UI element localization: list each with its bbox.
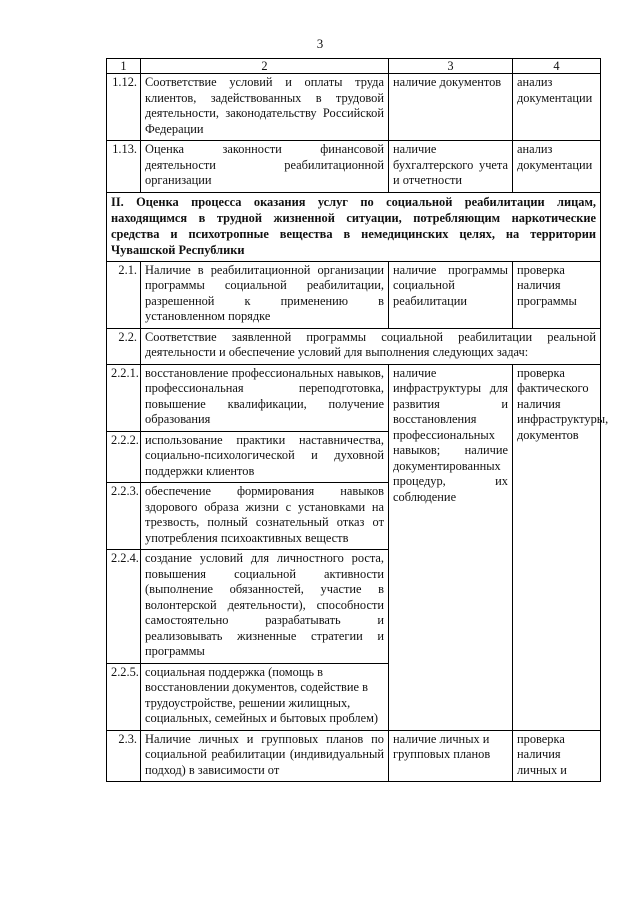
table-row [107, 328, 601, 364]
criterion-text: создание условий для личностного роста, повышения социальной активности (выполнение обязанностей, участие в волонтерской деятельности), способности самостоятельно разрабатывать и реализовывать жизненные стратегии и программы [141, 550, 389, 664]
table-row [107, 141, 601, 193]
method-text: проверка фактического наличия инфраструктуры, документов [513, 364, 601, 730]
item-number: 2.2.2. [107, 431, 141, 483]
column-number-row [107, 59, 601, 74]
column-number: 1 [107, 59, 141, 74]
item-number: 2.2.1. [107, 364, 141, 431]
item-number: 2.1. [107, 261, 141, 328]
table-row [107, 730, 601, 782]
table-row [107, 74, 601, 141]
section-heading: II. Оценка процесса оказания услуг по социальной реабилитации лицам, находящимся в трудной жизненной ситуации, потребляющим наркотические средства и психотропные вещества в немедицинских целях, на территории Чувашской Республики [107, 192, 601, 261]
table-row [107, 364, 601, 431]
column-number: 3 [389, 59, 513, 74]
criterion-text: восстановление профессиональных навыков, профессиональная переподготовка, повышение квалификации, получение образования [141, 364, 389, 431]
criterion-text: Наличие в реабилитационной организации программы социальной реабилитации, разрешенной к применению в установленном порядке [141, 261, 389, 328]
criterion-text: социальная поддержка (помощь в восстановлении документов, содействие в трудоустройстве, решении жилищных, социальных, семейных и бытовых проблем) [141, 663, 389, 730]
section-heading-row [107, 192, 601, 261]
criterion-text: использование практики наставничества, социально-психологической и духовной поддержки клиентов [141, 431, 389, 483]
criterion-text: Соответствие условий и оплаты труда клиентов, задействованных в трудовой деятельности, законодательству Российской Федерации [141, 74, 389, 141]
item-number: 2.2.5. [107, 663, 141, 730]
indicator-text: наличие личных и групповых планов [389, 730, 513, 782]
item-number: 2.2. [107, 328, 141, 364]
column-number: 4 [513, 59, 601, 74]
method-text: проверка наличия программы [513, 261, 601, 328]
item-number: 2.2.4. [107, 550, 141, 664]
page-number: 3 [316, 36, 324, 51]
method-text: анализ документации [513, 74, 601, 141]
assessment-table [106, 58, 609, 782]
table-row [107, 261, 601, 328]
indicator-text: наличие инфраструктуры для развития и восстановления профессиональных навыков; наличие документированных процедур, их соблюдение [389, 364, 513, 730]
indicator-text: наличие документов [389, 74, 513, 141]
item-number: 1.12. [107, 74, 141, 141]
indicator-text: наличие бухгалтерского учета и отчетности [389, 141, 513, 193]
criterion-text: обеспечение формирования навыков здорового образа жизни с установками на трезвость, полный сознательный отказ от употребления психоактивных веществ [141, 483, 389, 550]
method-text: проверка наличия личных и [513, 730, 601, 782]
column-number: 2 [141, 59, 389, 74]
indicator-text: наличие программы социальной реабилитации [389, 261, 513, 328]
item-number: 2.3. [107, 730, 141, 782]
item-number: 2.2.3. [107, 483, 141, 550]
item-number: 1.13. [107, 141, 141, 193]
method-text: анализ документации [513, 141, 601, 193]
criterion-text: Оценка законности финансовой деятельности реабилитационной организации [141, 141, 389, 193]
criterion-text: Соответствие заявленной программы социальной реабилитации реальной деятельности и обеспечение условий для выполнения следующих задач: [141, 328, 601, 364]
criterion-text: Наличие личных и групповых планов по социальной реабилитации (индивидуальный подход) в зависимости от [141, 730, 389, 782]
